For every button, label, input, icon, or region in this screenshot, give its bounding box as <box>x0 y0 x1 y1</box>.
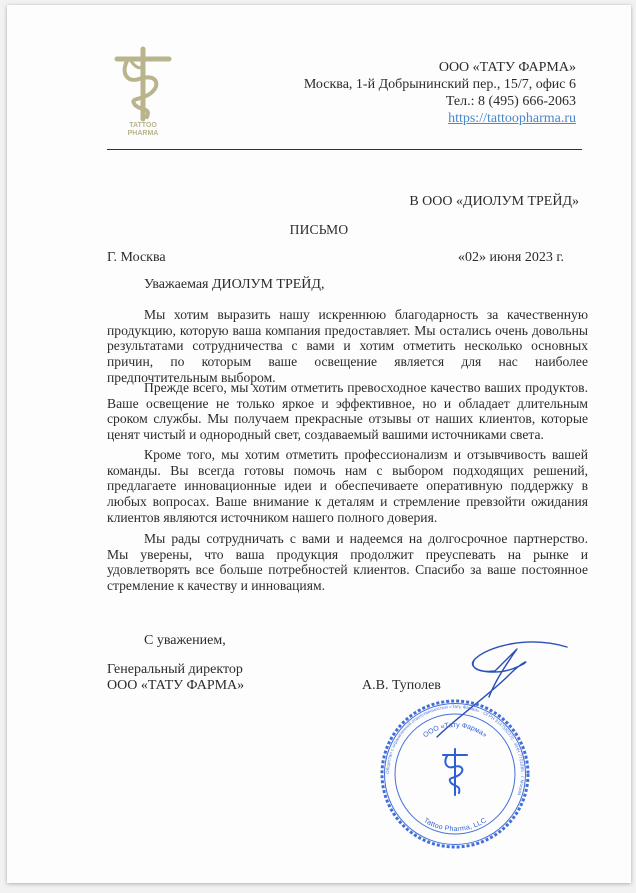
stamp-outer-text: Общество с ограниченной ответственностью «Тату Фарма» · ОГРН 3147582370 · ИНН 7701885 · г. Москва <box>384 703 526 797</box>
document-title: ПИСЬМО <box>289 222 349 237</box>
letter-page <box>7 5 631 883</box>
position-title: Генеральный директор <box>107 662 243 677</box>
stamp-center-text: ООО «Тату Фарма» <box>422 721 488 740</box>
company-website-link[interactable]: https://tattoopharma.ru <box>448 111 576 126</box>
body-paragraph: Мы хотим выразить нашу искреннюю благодарность за качественную продукцию, которую ваша компания предоставляет. Мы остались очень довольны результатами сотрудничества с вами и хотим отметить несколько основных причин, по которым ваше освещение является для нас наиболее предпочтительным выбором. <box>107 307 588 385</box>
company-header <box>304 59 576 127</box>
closing: С уважением, <box>144 633 226 648</box>
logo-text-line2: PHARMA <box>127 130 159 137</box>
company-address: Москва, 1-й Добрынинский пер., 15/7, офис 6 <box>303 77 576 92</box>
body-paragraph: Кроме того, мы хотим отметить профессионализм и отзывчивость вашей команды. Вы всегда готовы помочь нам с выбором подходящих решений, предлагаете инновационные идеи и обеспечиваете оперативную поддержку в любых вопросах. Ваше внимание к деталям и стремление превзойти ожидания клиентов являются источником нашего полного доверия. <box>107 447 588 525</box>
company-name: ООО «ТАТУ ФАРМА» <box>438 60 576 75</box>
signatory-name: А.В. Туполев <box>362 678 441 693</box>
letter-date: «02» июня 2023 г. <box>457 250 564 265</box>
svg-text:ООО «Тату Фарма» <box>422 722 488 739</box>
header-divider <box>107 149 582 150</box>
svg-text:Tattoo Pharma, LLC <box>422 817 487 833</box>
company-stamp <box>380 699 530 849</box>
stamp-logo-icon <box>443 749 467 795</box>
staff-serpent-logo-icon <box>107 45 179 137</box>
logo-text-line1: TATTOO <box>129 122 157 129</box>
round-stamp-icon <box>380 699 530 849</box>
stamp-english-text: Tattoo Pharma, LLC <box>422 817 488 834</box>
signatory-position <box>107 662 244 694</box>
addressee: В ООО «ДИОЛУМ ТРЕЙД» <box>409 194 579 209</box>
body-paragraph: Прежде всего, мы хотим отметить превосходное качество ваших продуктов. Ваше освещение не только яркое и эффективное, но и обладает длительным сроком службы. Мы получаем прекрасные отзывы от наших клиентов, которые ценят чистый и однородный свет, создаваемый вашими источниками света. <box>107 380 588 443</box>
company-logo <box>107 45 179 137</box>
city: Г. Москва <box>107 250 166 265</box>
company-phone: Тел.: 8 (495) 666-2063 <box>445 94 576 109</box>
body-paragraph: Мы рады сотрудничать с вами и надеемся на долгосрочное партнерство. Мы уверены, что ваша продукция продолжит преуспевать на рынке и удовлетворять все больше потребностей клиентов. Спасибо за ваше постоянное стремление к качеству и инновациям. <box>107 531 588 594</box>
position-company: ООО «ТАТУ ФАРМА» <box>107 678 245 693</box>
greeting: Уважаемая ДИОЛУМ ТРЕЙД, <box>144 277 325 292</box>
